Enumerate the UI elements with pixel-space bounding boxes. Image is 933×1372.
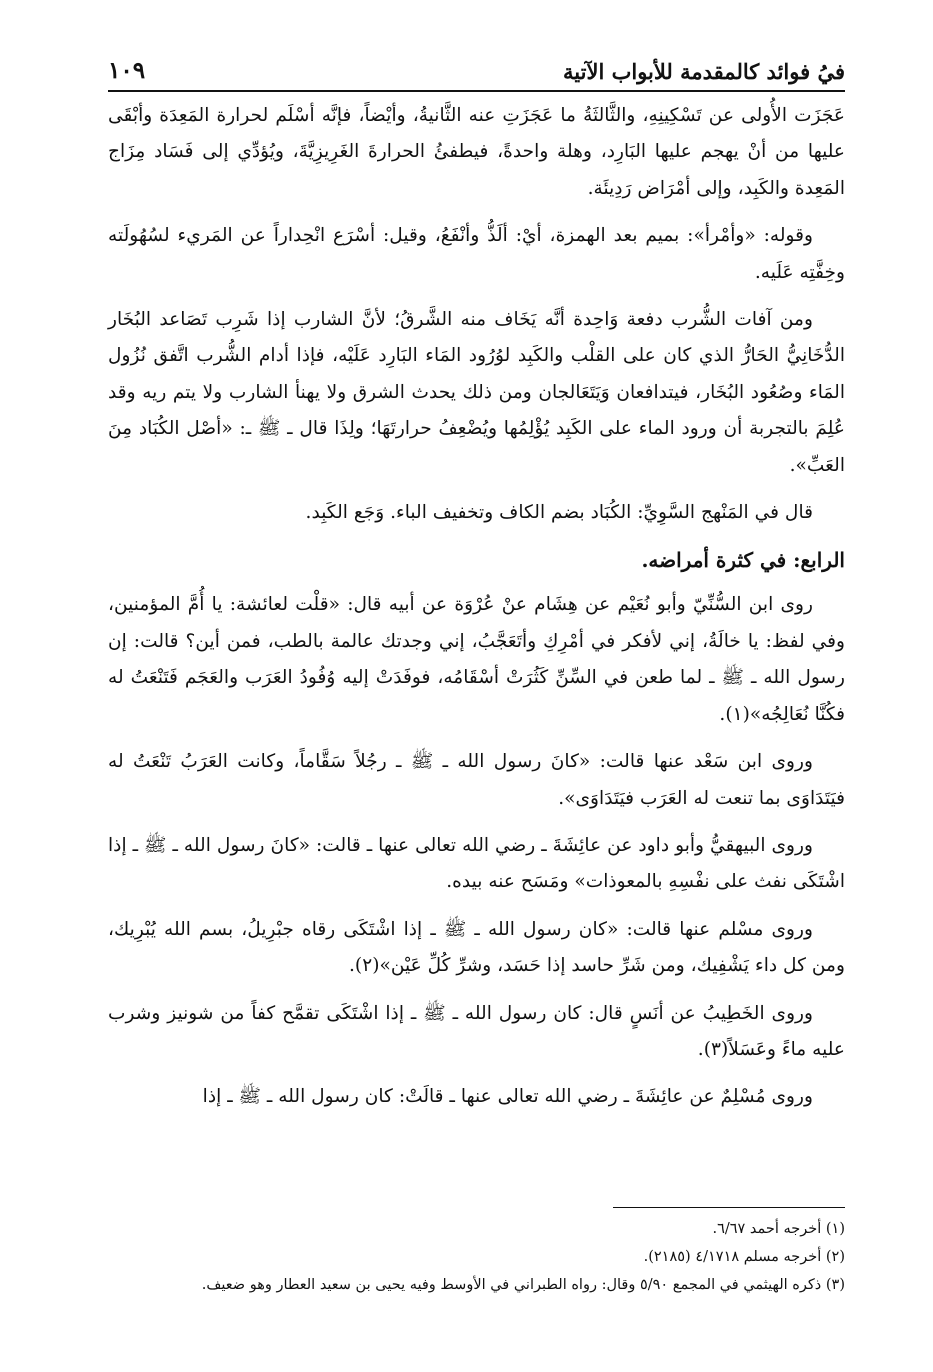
footnote-divider — [613, 1207, 845, 1208]
page-number: ١٠٩ — [108, 57, 146, 84]
paragraph: وروى ابن سَعْد عنها قالت: «كانَ رسول الله ـ ﷺ ـ رجُلاً سَقَّاماً، وكانت العَرَبُ تَنْعَتُ له فيَتَدَاوَى بما تنعت له العَرَب فيَتَدَاوَى». — [108, 751, 845, 809]
footnote: (٢) أخرجه مسلم ٤/١٧١٨ (٢١٨٥). — [643, 1249, 845, 1265]
running-header — [108, 44, 845, 92]
section-heading: الرابع: في كثرة أمراضه. — [641, 548, 845, 573]
footnote: (٣) ذكره الهيثمي في المجمع ٥/٩٠ وقال: رواه الطبراني في الأوسط وفيه يحيى بن سعيد العطار وهو ضعيف. — [201, 1277, 845, 1293]
footnotes — [108, 1215, 845, 1299]
paragraph: روى ابن السُّنِّيّ وأبو نُعَيْم عن هِشَام عنْ عُرْوَة عن أبيه قال: «قلْت لعائشة: يا أُمَّ المؤمنين، وفي لفظ: يا خالَةُ، إني لأفكر في أمْرِكِ وأتَعَجَّبُ، إني وجدتك عالمة بالطب، فمن أين؟ قالت: إن رسول الله ـ ﷺ ـ لما طعن في السِّنِّ كَثُرَتْ أسْقَامُه، فوفَدَتْ إليه وُفُودُ العَرَب والعَجَم فَتَنْعَتُ له فكُنَّا نُعَالِجُه»(١). — [108, 594, 845, 725]
paragraph: وروى الخَطِيبُ عن أنَسٍ قال: كان رسول الله ـ ﷺ ـ إذا اشْتَكَى تقمَّح كفاً من شونيز وشرب عليه ماءً وعَسَلاً(٣). — [108, 1002, 845, 1060]
paragraph: وقوله: «وأمْرأ»: بميم بعد الهمزة، أيْ: ألَذُّ وأنْفَعُ، وقيل: أسْرَع انْحِداراً عن المَريء لسُهُولَته وخِفَّتِه عَلَيه. — [108, 225, 845, 283]
paragraph: ومن آفات الشُّرب دفعة وَاحِدة أنَّه يَخَاف منه الشَّرقُ؛ لأنَّ الشارب إذا شَرِب تَصَاعد البُخَار الدُّخَانِيُّ الحَارُّ الذي كان على القلْب والكَبِد لوُرُود المَاء البَارِد عَلَيْه، فإذا أدام الشُّرب اتَّفق نُزُول المَاء وصُعُود البُخَار، فيتدافعان وَيَتَعَالجان ومن ذلك يحدث الشرق ولا يهنأ الشارب ولا يتم ريه وقد عُلِمَ بالتجربة أن ورود الماء على الكَبِد يُؤْلِمُها ويُضْعِفُ حرارتَهَا؛ ولِذَا قال ـ ﷺ ـ: «أصْل الكُبَاد مِنَ العَبِّ». — [108, 309, 845, 476]
body-text — [108, 98, 845, 1127]
paragraph: عَجَزَت الأُولى عن تَسْكِينِهِ، والثَّالثَةُ ما عَجَزَتِ عنه الثَّانيةُ، وأيْضاً، فإنَّه أسْلَم لحرارة المَعِدَة وأبْقَى عليها من أنْ يهجم عليها البَارِد، وهلة واحدةً، فيطفئُ الحرارةَ الغَرِيزِيَّةَ، ويُؤدِّي إلى فَسَاد مِزَاج المَعِدة والكَبِد، وإلى أمْرَاض رَدِيئَة. — [108, 105, 845, 199]
paragraph: وروى مسْلم عنها قالت: «كان رسول الله ـ ﷺ ـ إذا اشْتَكَى رقاه جبْرِيلُ، بسم الله يُبْرِيك، ومن كل داء يَشْفِيك، ومن شَرِّ حاسد إذا حَسَد، وشرِّ كُلِّ عَيْن»(٢). — [108, 918, 845, 977]
paragraph: وروى البيهقيُّ وأبو داود عن عائِشَةَ ـ رضي الله تعالى عنها ـ قالت: «كانَ رسول الله ـ ﷺ ـ إذا اشْتَكَى نفث على نفْسِهِ بالمعوذات» ومَسَح عنه بيده. — [108, 834, 845, 893]
paragraph: وروى مُسْلِمٌ عن عائِشَةَ ـ رضي الله تعالى عنها ـ قالَتْ: كان رسول الله ـ ﷺ ـ إذا — [202, 1086, 813, 1108]
running-title: فيُ فوائد كالمقدمة للأبواب الآتية — [563, 59, 845, 84]
footnote: (١) أخرجه أحمد ٦/٦٧. — [712, 1221, 845, 1237]
paragraph: قال في المَنْهج السَّوِيِّ: الكُبَاد بضم الكاف وتخفيف الباء. وَجَع الكَبِد. — [305, 502, 813, 524]
